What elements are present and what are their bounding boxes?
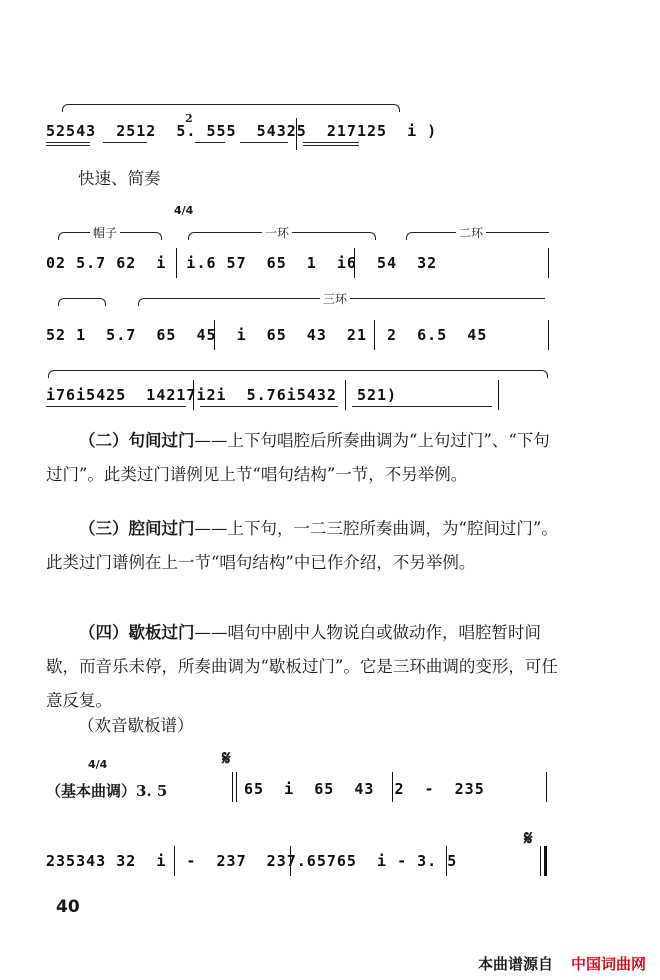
underline bbox=[103, 142, 147, 143]
score-line-5-prefix: （基本曲调）3. 5 bbox=[46, 782, 168, 800]
grace-note: 2 bbox=[185, 112, 193, 125]
underline bbox=[240, 142, 288, 143]
bar-line bbox=[446, 846, 447, 876]
bar-line bbox=[345, 380, 346, 410]
time-signature: 4/4 bbox=[174, 204, 194, 217]
bar-line bbox=[236, 772, 237, 802]
source-footer bbox=[478, 953, 646, 974]
underline bbox=[352, 406, 492, 407]
bar-line bbox=[296, 118, 297, 150]
bar-line bbox=[392, 772, 393, 802]
segno-sign: 𝄋 bbox=[524, 826, 533, 850]
para-body: ——唱句中剧中人物说白或做动作，唱腔暂时间歇，而音乐未停，所奏曲调为“歇板过门”。它是三环曲调的变形，可任意反复。 bbox=[46, 623, 558, 710]
underline bbox=[200, 406, 338, 407]
paragraph-qiangjian bbox=[46, 512, 566, 580]
paragraph-xieban bbox=[46, 616, 566, 718]
bar-line bbox=[232, 772, 233, 802]
para-body: ——上下句唱腔后所奏曲调为“上句过门”、“下句过门”。此类过门谱例见上节“唱句结构”一节，不另举例。 bbox=[46, 431, 550, 484]
para-heading: （三）腔间过门 bbox=[79, 519, 195, 538]
section-heading: 快速、简奏 bbox=[78, 169, 161, 188]
footer-site-name: 中国词曲网 bbox=[570, 955, 646, 973]
slur-line4 bbox=[48, 370, 548, 378]
bar-line bbox=[354, 248, 355, 278]
bar-line bbox=[498, 380, 499, 410]
bar-line bbox=[174, 846, 175, 876]
score-line-3: 52 1 5.7 65 45 i 65 43 21 2 6.5 45 bbox=[46, 326, 488, 344]
score-line-5: 65 i 65 43 2 - 235 bbox=[244, 780, 485, 798]
underline bbox=[195, 142, 225, 143]
bar-line bbox=[176, 248, 177, 278]
bar-line bbox=[540, 846, 541, 876]
underline bbox=[46, 142, 90, 143]
label-sanhuan: 三环 bbox=[320, 290, 350, 307]
slur-line3-a bbox=[58, 298, 106, 306]
bar-line bbox=[546, 772, 547, 802]
label-erhuan: 二环 bbox=[456, 224, 486, 241]
label-maozi: 帽子 bbox=[90, 224, 120, 241]
sub-heading: （欢音歇板谱） bbox=[78, 716, 194, 735]
segno-sign: 𝄋 bbox=[222, 746, 231, 770]
bar-line bbox=[548, 320, 549, 350]
score-line-6: 235343 32 i - 237 237.65765 i - 3. 5 bbox=[46, 852, 458, 870]
slur-line1 bbox=[62, 104, 400, 112]
para-heading: （四）歇板过门 bbox=[79, 623, 195, 642]
bar-line bbox=[290, 846, 291, 876]
para-body: ——上下句，一二三腔所奏曲调，为“腔间过门”。此类过门谱例在上一节“唱句结构”中已作介绍，不另举例。 bbox=[46, 519, 558, 572]
underline bbox=[46, 145, 90, 146]
page-number: 40 bbox=[56, 897, 80, 917]
score-line-2: 02 5.7 62 i i.6 57 65 1 i6 54 32 bbox=[46, 254, 438, 272]
bar-line bbox=[193, 380, 194, 410]
underline bbox=[303, 145, 359, 146]
paragraph-jujian bbox=[46, 424, 566, 492]
time-signature: 4/4 bbox=[88, 758, 108, 771]
bar-line bbox=[544, 846, 547, 876]
score-line-1: 52543 2512 5. 555 54325 217125 i ) bbox=[46, 122, 438, 140]
label-yihuan: 一环 bbox=[262, 224, 292, 241]
footer-source-label: 本曲谱源自 bbox=[477, 955, 553, 973]
bar-line bbox=[548, 248, 549, 278]
bar-line bbox=[374, 320, 375, 350]
underline bbox=[303, 142, 359, 143]
para-heading: （二）句间过门 bbox=[79, 431, 195, 450]
score-line-4: i76i5425 14217i2i 5.76i5432 521) bbox=[46, 386, 398, 404]
bar-line bbox=[214, 320, 215, 350]
underline bbox=[46, 406, 186, 407]
